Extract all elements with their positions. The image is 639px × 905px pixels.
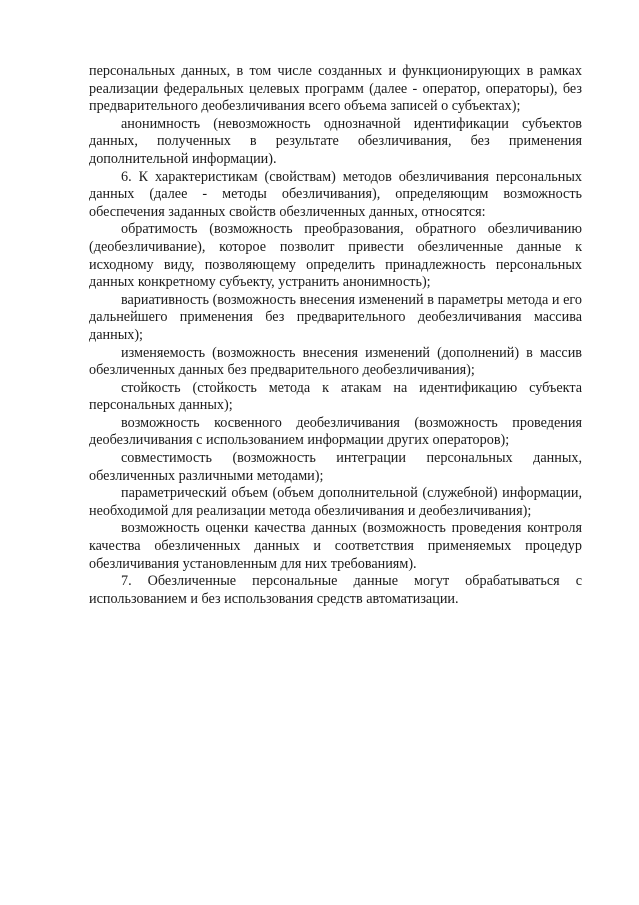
paragraph-changeability: изменяемость (возможность внесения изменений (дополнений) в массив обезличенных данных без предварительного деобезличивания); [89,344,582,379]
paragraph-item-7: 7. Обезличенные персональные данные могут обрабатываться с использованием и без использования средств автоматизации. [89,573,582,607]
paragraph-robustness: стойкость (стойкость метода к атакам на идентификацию субъекта персональных данных); [89,379,582,414]
paragraph-anonymity: анонимность (невозможность однозначной идентификации субъектов данных, полученных в результате обезличивания, без применения дополнительной информации). [89,115,582,167]
document-body [89,63,582,608]
paragraph-quality-assessment: возможность оценки качества данных (возможность проведения контроля качества обезличенных данных и соответствия применяемых процедур обезличивания установленным для них требованиям). [89,520,582,572]
paragraph-item-6: 6. К характеристикам (свойствам) методов обезличивания персональных данных (далее - методы обезличивания), определяющим возможность обеспечения заданных свойств обезличенных данных, относятся: [89,168,582,220]
paragraph-parametric-volume: параметрический объем (объем дополнительной (служебной) информации, необходимой для реализации метода обезличивания и деобезличивания); [89,485,582,519]
paragraph-compatibility: совместимость (возможность интеграции персональных данных, обезличенных различными методами); [89,450,582,484]
paragraph-indirect-deanonymization: возможность косвенного деобезличивания (возможность проведения деобезличивания с использованием информации других операторов); [89,414,582,449]
paragraph-continuation: персональных данных, в том числе созданных и функционирующих в рамках реализации федеральных целевых программ (далее - оператор, операторы), без предварительного деобезличивания всего объема записей о субъектах); [89,63,582,115]
paragraph-reversibility: обратимость (возможность преобразования, обратного обезличиванию (деобезличивание), которое позволит привести обезличенные данные к исходному виду, позволяющему определить принадлежность персональных данных конкретному субъекту, устранить анонимность); [89,221,582,291]
paragraph-variability: вариативность (возможность внесения изменений в параметры метода и его дальнейшего применения без предварительного деобезличивания массива данных); [89,291,582,343]
